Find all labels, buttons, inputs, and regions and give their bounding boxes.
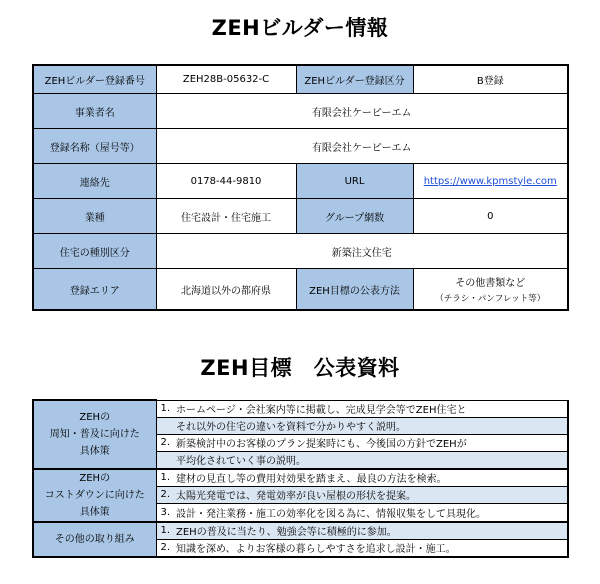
registration-class-label: ZEHビルダー登録区分 — [296, 65, 413, 94]
goal-item-number: 1. — [156, 522, 172, 540]
goal-item-number: 2. — [156, 486, 172, 503]
url-label: URL — [296, 164, 413, 199]
publish-method-sub: （チラシ・パンフレット等） — [435, 294, 546, 304]
trade-name-label: 登録名称（屋号等） — [33, 129, 156, 164]
registration-number: ZEH28B-05632-C — [156, 65, 296, 94]
page-title: ZEHビルダー情報 — [211, 16, 389, 40]
goal-item-text: 建材の見直し等の費用対効果を踏まえ、最良の方法を検索。 — [172, 469, 568, 487]
goal-label-line: 具体策 — [79, 445, 110, 457]
housing-type: 新築注文住宅 — [156, 234, 568, 269]
goal-item-number — [156, 417, 172, 434]
goal-item-text: 設計・発注業務・施工の効率化を図る為に、情報収集をして具現化。 — [172, 504, 568, 522]
goal-label-line: その他の取り組み — [54, 533, 135, 545]
company-name: 有限会社ケーピーエム — [156, 94, 568, 129]
housing-type-label: 住宅の種別区分 — [33, 234, 156, 269]
goal-label-line: コストダウンに向けた — [44, 489, 145, 501]
group-count: 0 — [413, 199, 568, 234]
goal-item-number: 3. — [156, 504, 172, 522]
website-link[interactable]: https://www.kpmstyle.com — [423, 175, 557, 187]
goal-item-text: 新築検討中のお客様のプラン提案時にも、今後国の方針でZEHが — [172, 434, 568, 451]
goal-item-number: 1. — [156, 469, 172, 487]
section-title: ZEH目標 公表資料 — [200, 356, 400, 380]
registration-class: B登録 — [413, 65, 568, 94]
zeh-goals-table — [32, 399, 569, 558]
goal-section-label — [33, 400, 156, 469]
goal-item-number: 2. — [156, 539, 172, 557]
goal-item-text: 平均化されていく事の説明。 — [172, 451, 568, 469]
publish-method-main: その他書類など — [455, 278, 526, 289]
goal-label-line: ZEHの — [79, 472, 111, 484]
goal-section-label — [33, 522, 156, 557]
goal-item-text: 太陽光発電では、発電効率が良い屋根の形状を提案。 — [172, 486, 568, 503]
business-type-label: 業種 — [33, 199, 156, 234]
registration-number-label: ZEHビルダー登録番号 — [33, 65, 156, 94]
goal-item-text: 知識を深め、よりお客様の暮らしやすさを追求し設計・施工。 — [172, 539, 568, 557]
publish-method-label: ZEH目標の公表方法 — [296, 269, 413, 311]
publish-method — [413, 269, 568, 311]
goal-item-number — [156, 451, 172, 469]
goal-label-line: 周知・普及に向けた — [49, 428, 140, 440]
goal-label-line: 具体策 — [79, 506, 110, 518]
contact-label: 連絡先 — [33, 164, 156, 199]
group-count-label: グループ網数 — [296, 199, 413, 234]
company-name-label: 事業者名 — [33, 94, 156, 129]
contact-phone: 0178-44-9810 — [156, 164, 296, 199]
goal-item-text: ホームページ・会社案内等に掲載し、完成見学会等でZEH住宅と — [172, 400, 568, 417]
zeh-builder-info-table — [32, 64, 569, 311]
registration-area: 北海道以外の都府県 — [156, 269, 296, 311]
goal-section-label — [33, 469, 156, 522]
goal-item-number: 2. — [156, 434, 172, 451]
goal-item-text: ZEHの普及に当たり、勉強会等に積極的に参加。 — [172, 522, 568, 540]
business-type: 住宅設計・住宅施工 — [156, 199, 296, 234]
goal-item-text: それ以外の住宅の違いを資料で分かりやすく説明。 — [172, 417, 568, 434]
goal-label-line: ZEHの — [79, 411, 111, 423]
trade-name: 有限会社ケーピーエム — [156, 129, 568, 164]
registration-area-label: 登録エリア — [33, 269, 156, 311]
goal-item-number: 1. — [156, 400, 172, 417]
